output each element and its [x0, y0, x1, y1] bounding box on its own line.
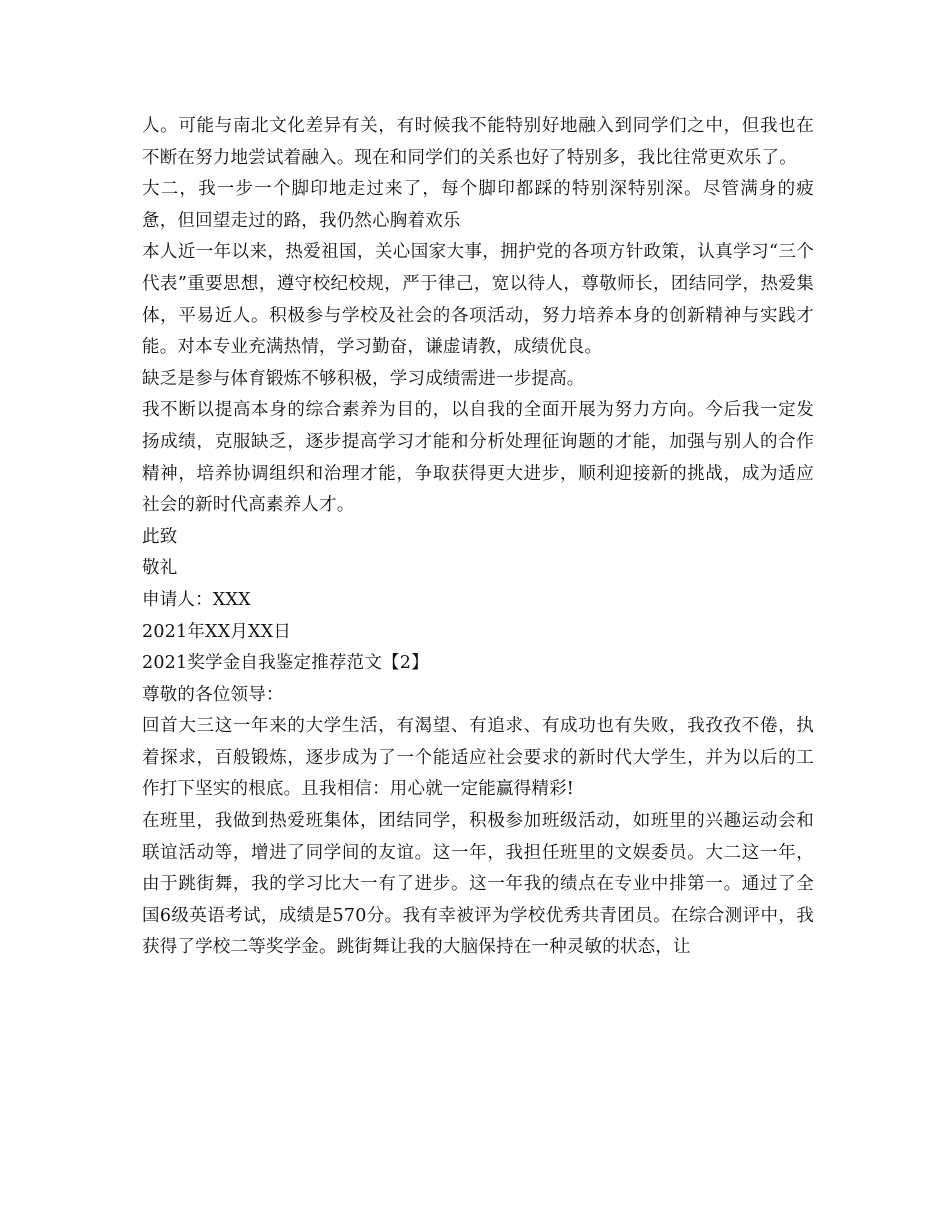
- section-heading: 2021奖学金自我鉴定推荐范文【2】: [142, 653, 429, 674]
- paragraph-class-activities: 在班里，我做到热爱班集体，团结同学，积极参加班级活动，如班里的兴趣运动会和联谊活动等，增进了同学间的友谊。这一年，我担任班里的文娱委员。大二这一年，由于跳街舞，我的学习比大一有了进步。这一年我的绩点在专业中排第一。通过了全国6级英语考试，成绩是570分。我有幸被评为学校优秀共青团员。在综合测评中，我获得了学校二等奖学金。跳街舞让我的大脑保持在一种灵敏的状态，让: [142, 811, 814, 958]
- applicant-signature: 申请人：XXX: [142, 589, 251, 610]
- signature-date: 2021年XX月XX日: [142, 621, 292, 642]
- closing-salutation: 此致: [142, 526, 178, 547]
- paragraph-future-goals: 我不断以提高本身的综合素养为目的，以自我的全面开展为努力方向。今后我一定发扬成绩，克服缺乏，逐步提高学习才能和分析处理征询题的才能，加强与别人的合作精神，培养协调组织和治理才能，争取获得更大进步，顺利迎接新的挑战，成为适应社会的新时代高素养人才。: [142, 400, 814, 516]
- paragraph-continuation: 人。可能与南北文化差异有关，有时候我不能特别好地融入到同学们之中，但我也在不断在努力地尝试着融入。现在和同学们的关系也好了特别多，我比往常更欢乐了。: [142, 116, 814, 168]
- paragraph-self-assessment: 本人近一年以来，热爱祖国，关心国家大事，拥护党的各项方针政策，认真学习“三个代表”重要思想，遵守校纪校规，严于律己，宽以待人，尊敬师长，团结同学，热爱集体，平易近人。积极参与学校及社会的各项活动，努力培养本身的创新精神与实践才能。对本专业充满热情，学习勤奋，谦虚请教，成绩优良。: [142, 242, 814, 358]
- document-body: [142, 111, 814, 964]
- greeting: 尊敬的各位领导：: [142, 684, 284, 705]
- paragraph-junior-year-review: 回首大三这一年来的大学生活，有渴望、有追求、有成功也有失败，我孜孜不倦，执着探求，百般锻炼，逐步成为了一个能适应社会要求的新时代大学生，并为以后的工作打下坚实的根底。且我相信：用心就一定能赢得精彩!: [142, 716, 814, 800]
- closing-regards: 敬礼: [142, 558, 178, 579]
- paragraph-shortcomings: 缺乏是参与体育锻炼不够积极，学习成绩需进一步提高。: [142, 368, 585, 389]
- paragraph-sophomore-year: 大二，我一步一个脚印地走过来了，每个脚印都踩的特别深特别深。尽管满身的疲惫，但回望走过的路，我仍然心胸着欢乐: [142, 179, 814, 231]
